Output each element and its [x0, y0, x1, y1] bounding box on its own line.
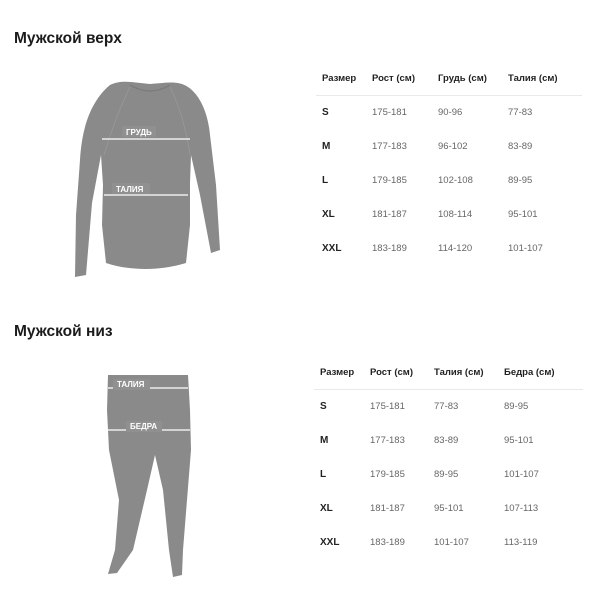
hips-label: БЕДРА: [130, 422, 158, 431]
value-cell: 102-108: [438, 175, 473, 186]
value-cell: 107-113: [504, 503, 539, 514]
value-cell: 83-89: [434, 435, 459, 446]
header-height: Рост (см): [372, 61, 438, 96]
value-cell: 179-185: [370, 469, 405, 480]
waist-label: ТАЛИЯ: [116, 185, 144, 194]
bottom-section-title: Мужской низ: [14, 323, 113, 340]
value-cell: 175-181: [372, 107, 407, 119]
top-shirt-silhouette: [75, 82, 220, 277]
value-cell: 77-83: [508, 107, 533, 119]
table-row: [316, 96, 582, 130]
value-cell: 183-189: [370, 537, 405, 548]
table-row: [314, 526, 583, 560]
bottom-size-table: [314, 355, 583, 560]
value-cell: 108-114: [438, 209, 473, 220]
top-table-body: [316, 96, 582, 266]
value-cell: 113-119: [504, 537, 538, 548]
pants-silhouette: [107, 375, 191, 577]
table-row: [316, 198, 582, 232]
top-size-table: [316, 61, 582, 266]
value-cell: 89-95: [434, 469, 459, 480]
value-cell: 179-185: [372, 175, 407, 186]
value-cell: 89-95: [508, 175, 533, 186]
table-row: [314, 390, 583, 424]
chest-label: ГРУДЬ: [126, 128, 152, 137]
value-cell: 183-189: [372, 243, 407, 254]
value-cell: 77-83: [434, 401, 459, 413]
size-cell: XXL: [320, 537, 340, 548]
top-garment-figure: [60, 75, 230, 285]
table-row: [316, 164, 582, 198]
size-cell: S: [320, 401, 327, 413]
header-waist: Талия (см): [508, 61, 582, 96]
header-hips: Бедра (см): [504, 355, 583, 390]
size-cell: XXL: [322, 243, 342, 254]
header-waist: Талия (см): [434, 355, 504, 390]
value-cell: 175-181: [370, 401, 405, 413]
value-cell: 177-183: [372, 141, 407, 152]
value-cell: 181-187: [370, 503, 405, 514]
value-cell: 95-101: [508, 209, 538, 220]
value-cell: 96-102: [438, 141, 468, 152]
table-row: [316, 130, 582, 164]
size-cell: XL: [322, 209, 335, 220]
value-cell: 90-96: [438, 107, 463, 119]
value-cell: 95-101: [504, 435, 534, 446]
size-cell: M: [322, 141, 331, 152]
value-cell: 181-187: [372, 209, 407, 220]
table-row: [314, 424, 583, 458]
header-size: Размер: [316, 61, 372, 96]
header-chest: Грудь (см): [438, 61, 508, 96]
size-cell: S: [322, 107, 329, 119]
size-cell: M: [320, 435, 329, 446]
top-section-title: Мужской верх: [14, 30, 122, 47]
value-cell: 101-107: [508, 243, 543, 254]
value-cell: 89-95: [504, 401, 529, 413]
value-cell: 177-183: [370, 435, 405, 446]
waist-label: ТАЛИЯ: [117, 380, 145, 389]
header-size: Размер: [314, 355, 370, 390]
table-row: [316, 232, 582, 266]
table-row: [314, 458, 583, 492]
value-cell: 83-89: [508, 141, 533, 152]
size-cell: L: [320, 469, 327, 480]
value-cell: 114-120: [438, 243, 473, 254]
header-height: Рост (см): [370, 355, 434, 390]
bottom-garment-figure: [95, 370, 205, 585]
table-header-row: [316, 61, 582, 96]
bottom-table-body: [314, 390, 583, 560]
value-cell: 101-107: [434, 537, 469, 548]
value-cell: 95-101: [434, 503, 464, 514]
value-cell: 101-107: [504, 469, 539, 480]
table-row: [314, 492, 583, 526]
size-cell: XL: [320, 503, 333, 514]
size-cell: L: [322, 175, 329, 186]
table-header-row: [314, 355, 583, 390]
